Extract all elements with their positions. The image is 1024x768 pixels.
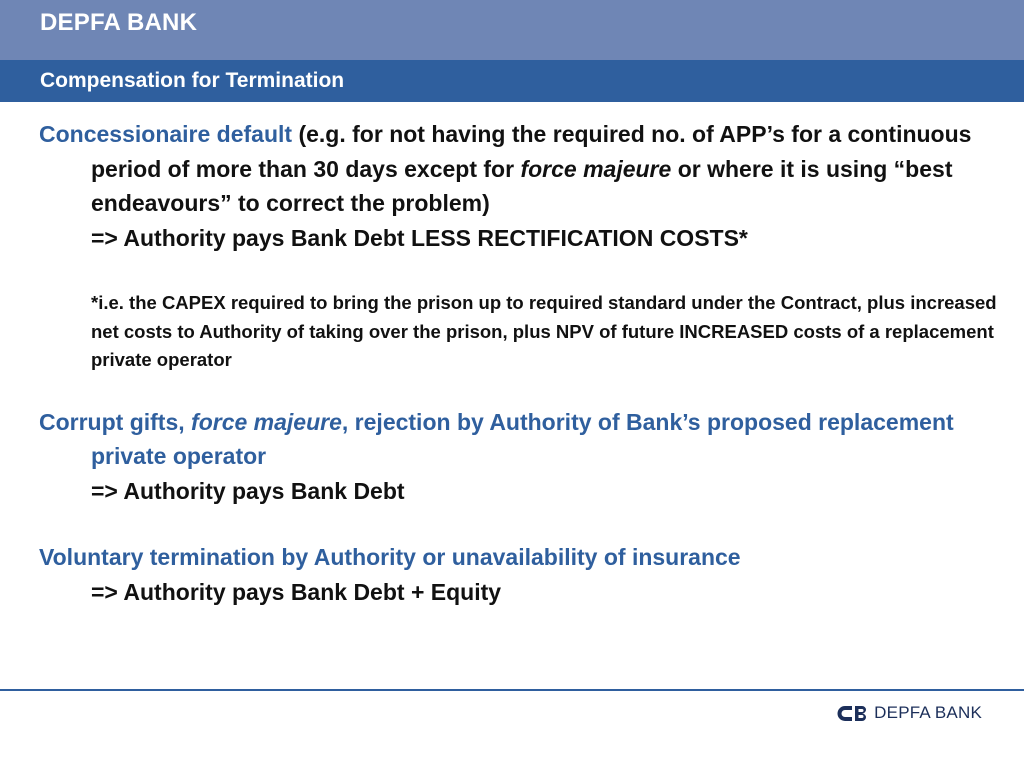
case-heading-text-end: or where it is using “best endeavours” to correct the problem): [91, 155, 953, 216]
slide-title: Compensation for Termination: [40, 69, 345, 92]
case-heading: [39, 117, 1014, 221]
slide-content: [39, 117, 1014, 609]
case-heading-text: Corrupt gifts,: [39, 408, 192, 435]
brand-title: DEPFA BANK: [40, 9, 198, 36]
termination-case-concessionaire-default: [39, 117, 1014, 375]
case-heading-italic: force majeure: [520, 155, 672, 182]
termination-case-voluntary: [39, 540, 1014, 609]
case-heading-text-end: , rejection by Authority of Bank’s proposed replacement private operator: [91, 408, 954, 469]
logo-text: DEPFA BANK: [874, 703, 982, 722]
case-heading-italic: force majeure: [191, 408, 342, 435]
footer-divider: [0, 689, 1024, 691]
title-band: [0, 60, 1024, 102]
case-result: => Authority pays Bank Debt + Equity: [91, 578, 502, 605]
case-heading: [39, 405, 1014, 474]
case-heading: Voluntary termination by Authority or unavailability of insurance: [39, 544, 741, 570]
case-heading-highlight: Concessionaire default: [39, 121, 293, 147]
case-heading-text: (e.g. for not having the required no. of APP’s for a continuous period of more than 30 days except for: [91, 121, 972, 182]
footer-logo: [837, 703, 982, 723]
case-footnote: *i.e. the CAPEX required to bring the prison up to required standard under the Contract, plus increased net costs to Authority of taking over the prison, plus NPV of future INCREASED costs of a replacement private operator: [91, 292, 997, 370]
case-result: => Authority pays Bank Debt LESS RECTIFICATION COSTS*: [91, 224, 748, 251]
case-result: => Authority pays Bank Debt: [91, 477, 405, 504]
depfa-logo-icon: [837, 706, 870, 721]
brand-header-band: [0, 0, 1024, 60]
termination-case-corrupt-gifts: [39, 405, 1014, 509]
